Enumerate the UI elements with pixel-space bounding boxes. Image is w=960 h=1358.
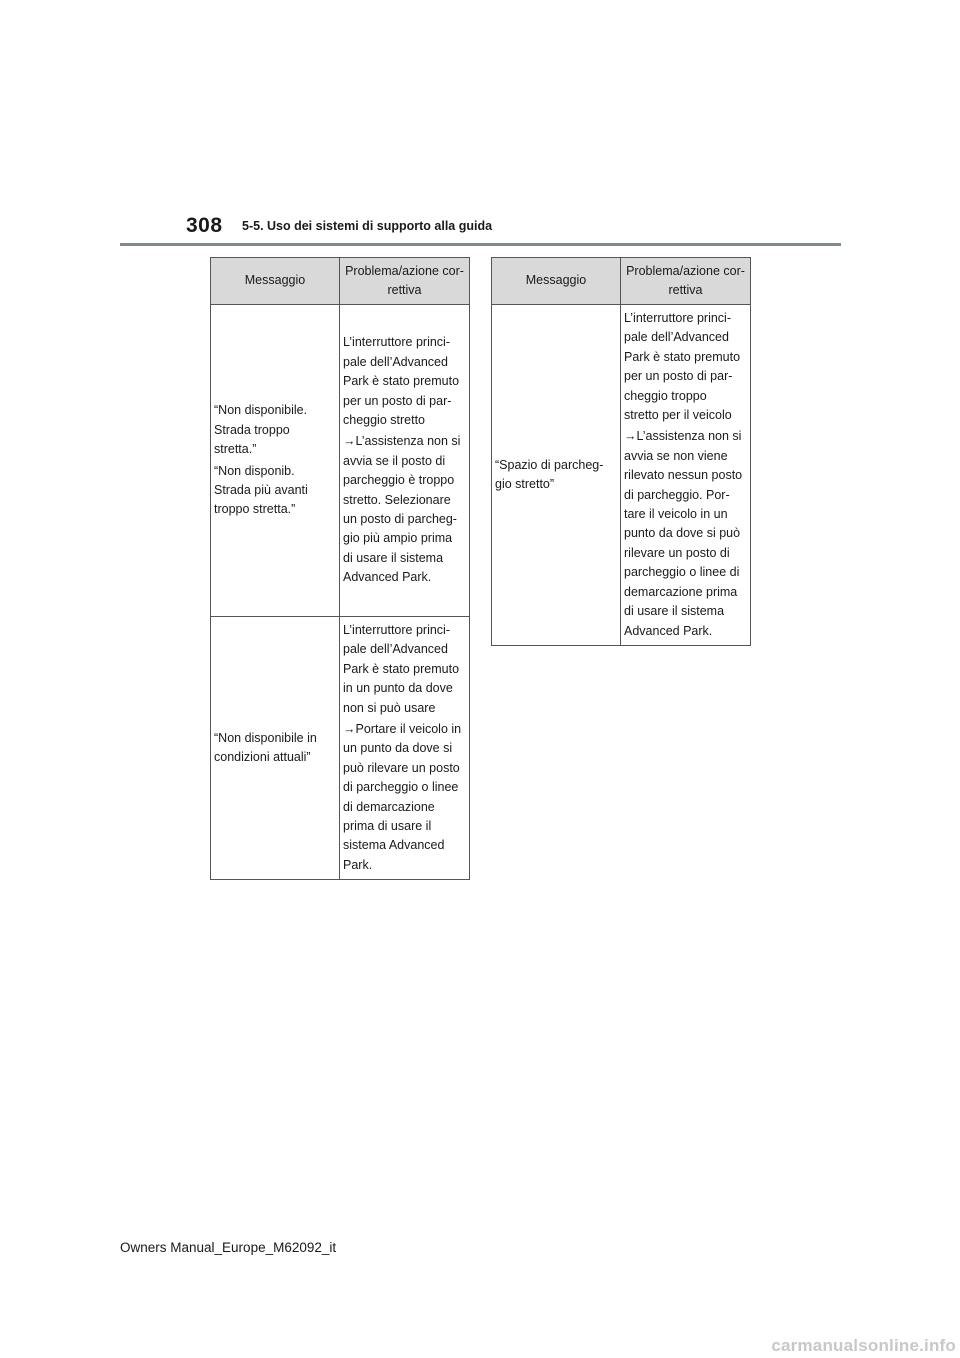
section-title: 5-5. Uso dei sistemi di supporto alla guida	[242, 219, 493, 233]
message-text: “Spazio di parcheg- gio stretto”	[495, 457, 604, 491]
column-header-action: Problema/azione cor- rettiva	[340, 258, 470, 305]
message-text: “Non disponib. Strada più avanti troppo stretta.”	[214, 463, 308, 517]
header-divider	[120, 243, 841, 246]
message-cell	[211, 305, 340, 617]
message-cell	[211, 617, 340, 880]
problem-text: L’interruttore princi- pale dell’Advanced Park è stato premuto per un posto di par- cheggio stretto	[343, 335, 460, 427]
table-row	[211, 617, 470, 880]
action-text: →Portare il veicolo in un punto da dove si può rilevare un posto di parcheggio o linee di demarcazione prima di usare il sistema Advanced Park.	[343, 722, 462, 872]
action-cell	[340, 305, 470, 617]
action-text: →L’assistenza non si avvia se il posto di parcheggio è troppo stretto. Selezionare un posto di parcheg- gio più ampio prima di usare il sistema Advanced Park.	[343, 434, 461, 585]
page-number: 308	[186, 214, 223, 237]
message-text: “Non disponibile in condizioni attuali”	[214, 730, 317, 765]
problem-text: L’interruttore princi- pale dell’Advanced Park è stato premuto per un posto di par- cheggio troppo stretto per il veicolo	[624, 311, 741, 423]
message-table-right	[491, 257, 751, 646]
column-header-message: Messaggio	[211, 258, 340, 305]
column-header-message: Messaggio	[492, 258, 621, 305]
watermark: carmanualsonline.info	[771, 1336, 956, 1355]
action-cell	[621, 305, 751, 646]
table-header-row	[211, 258, 470, 305]
action-cell	[340, 617, 470, 880]
message-table-left	[210, 257, 470, 880]
document-id: Owners Manual_Europe_M62092_it	[120, 1240, 337, 1255]
message-text: “Non disponibile. Strada troppo stretta.”	[214, 403, 308, 457]
problem-text: L’interruttore princi- pale dell’Advanced Park è stato premuto in un punto da dove non si può usare	[343, 623, 460, 715]
action-text: →L’assistenza non si avvia se non viene rilevato nessun posto di parcheggio. Por- tare il veicolo in un punto da dove si può rilevare un posto di parcheggio o linee di demarcazione prima di usare il sistema Advanced Park.	[624, 429, 743, 638]
table-header-row	[492, 258, 751, 305]
table-row	[492, 305, 751, 646]
table-row	[211, 305, 470, 617]
message-cell	[492, 305, 621, 646]
column-header-action: Problema/azione cor- rettiva	[621, 258, 751, 305]
